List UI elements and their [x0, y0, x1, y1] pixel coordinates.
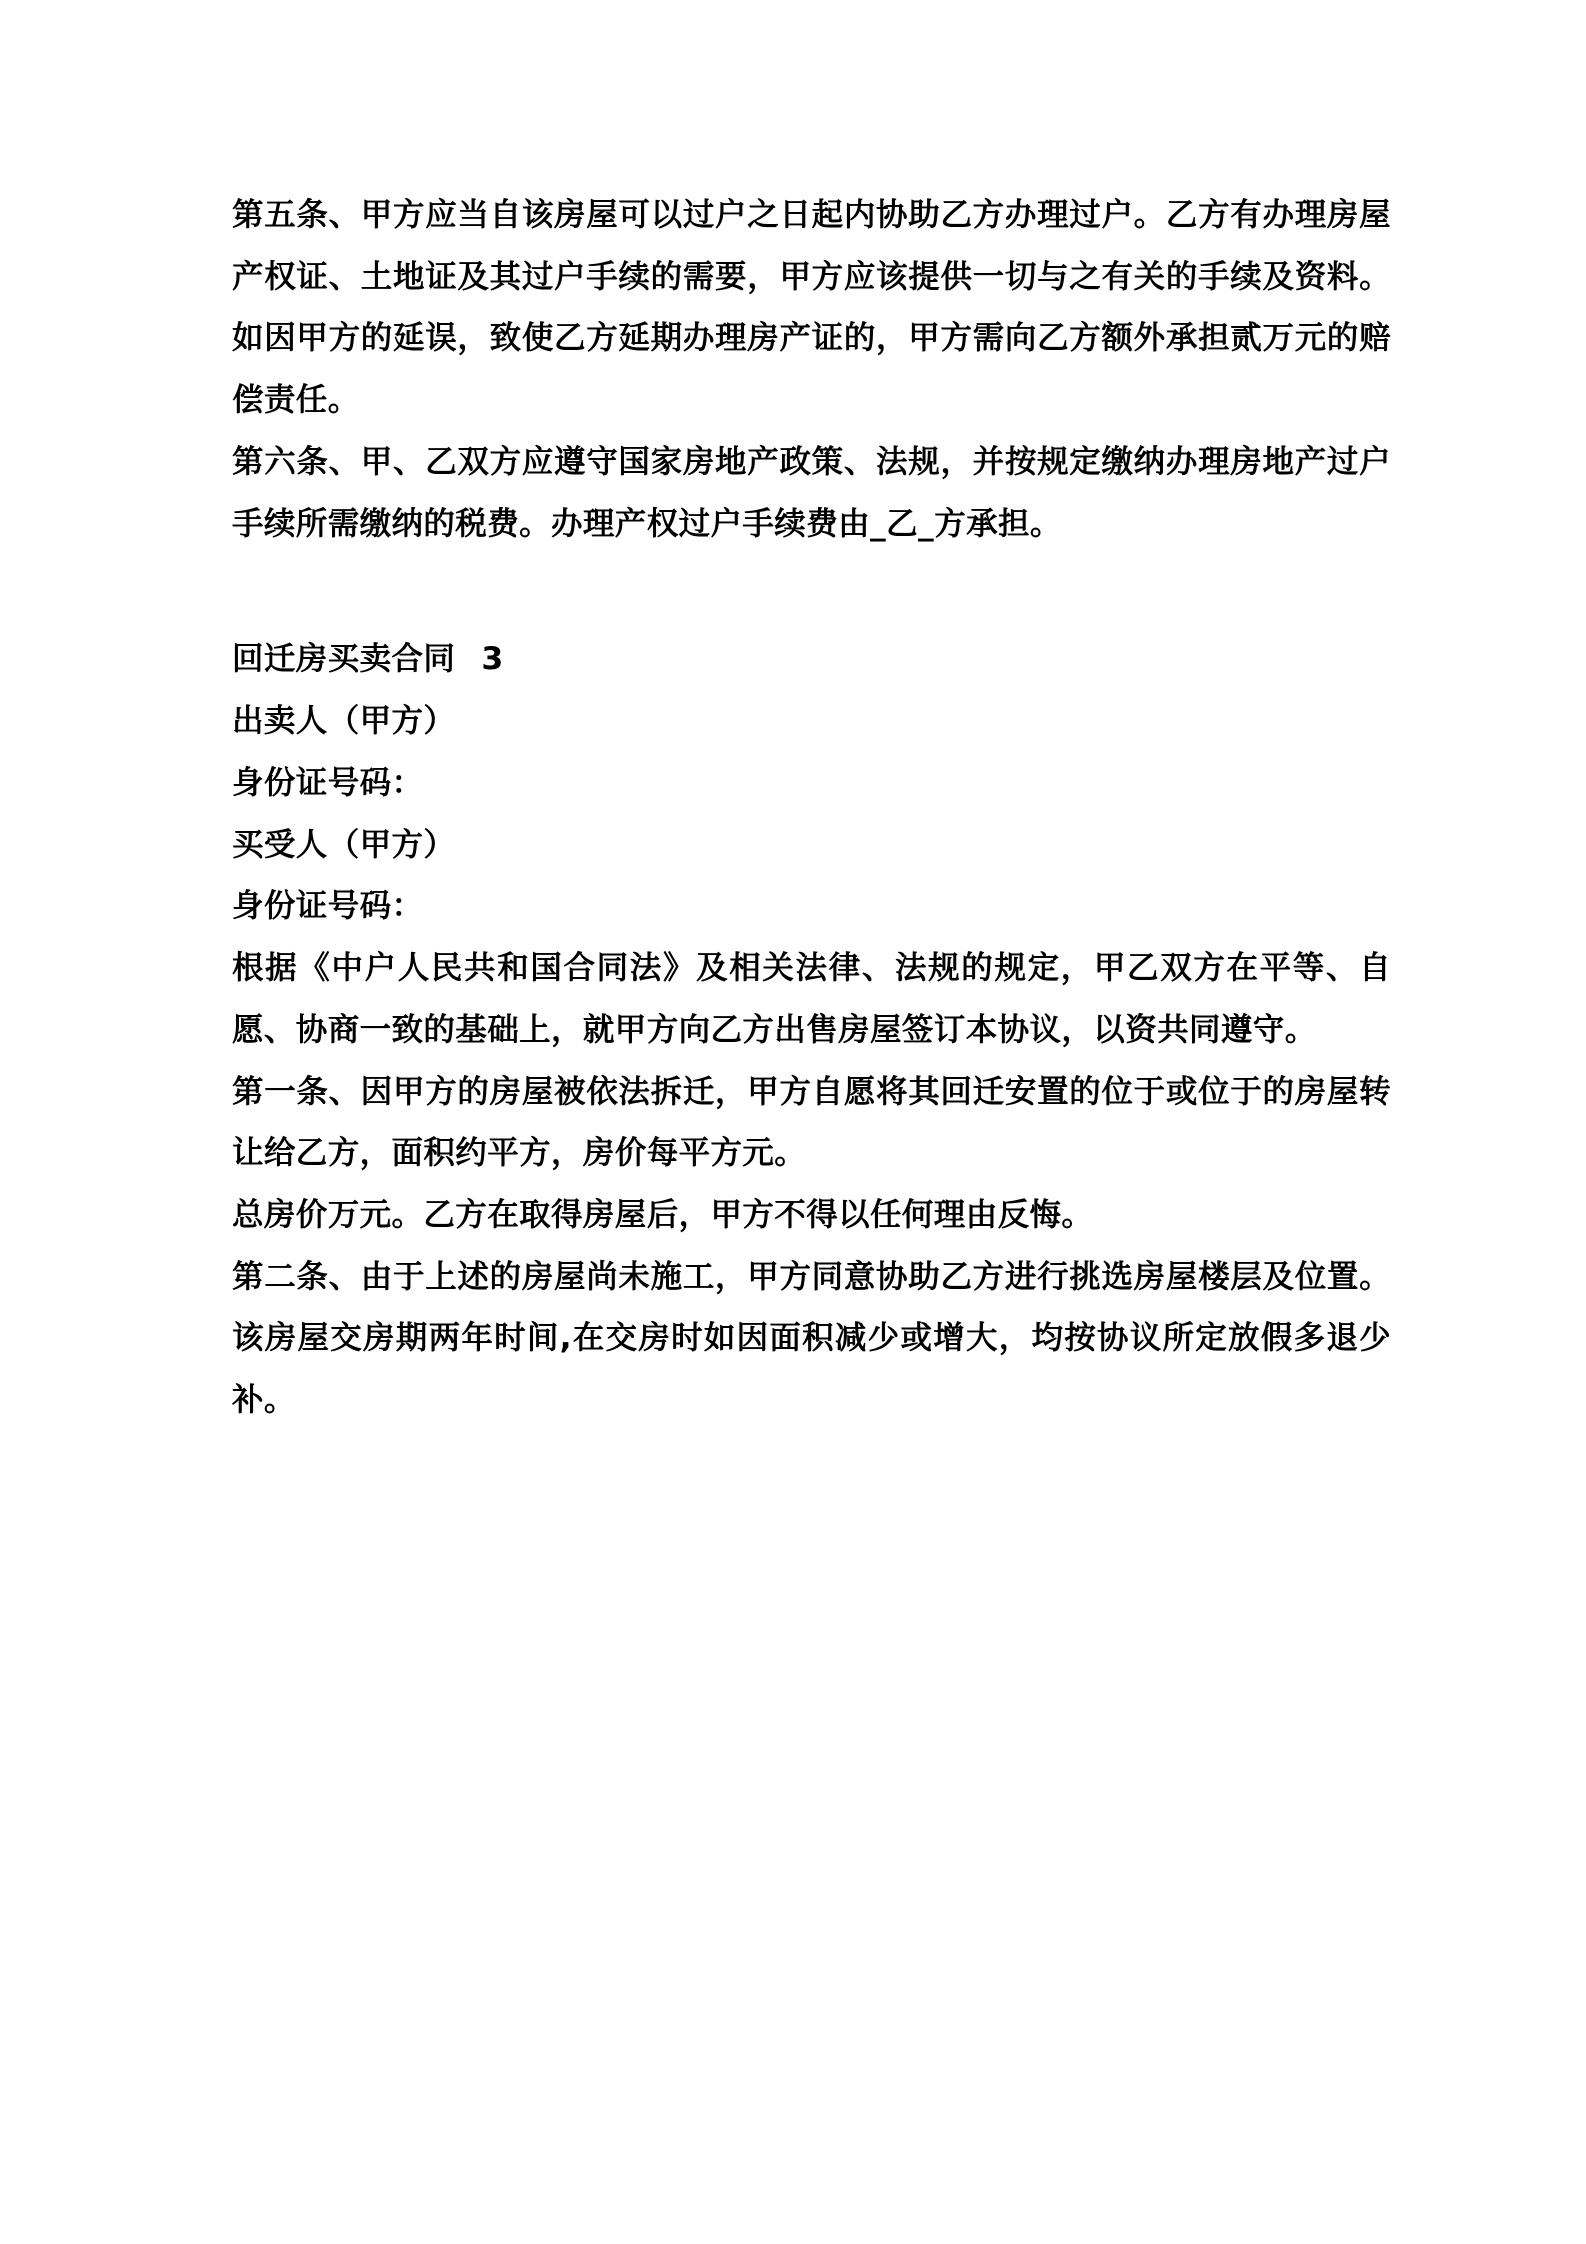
section-heading-title: 回迁房买卖合同: [232, 641, 456, 678]
section-heading-number: 3: [481, 641, 504, 678]
paragraph-seller-id: 身份证号码：: [232, 764, 424, 801]
paragraph-seller: 出卖人（甲方）: [232, 703, 456, 740]
paragraph-buyer-id: 身份证号码：: [232, 888, 424, 925]
document-body: [232, 185, 1391, 1432]
section-heading: [232, 629, 1391, 691]
section-spacer: [232, 555, 1391, 629]
paragraph-preamble: 根据《中户人民共和国合同法》及相关法律、法规的规定，甲乙双方在平等、自愿、协商一致的基础上，就甲方向乙方出售房屋签订本协议，以资共同遵守。: [232, 950, 1391, 1048]
paragraph-clause-one: 第一条、因甲方的房屋被依法拆迁，甲方自愿将其回迁安置的位于或位于的房屋转让给乙方，面积约平方，房价每平方元。: [232, 1073, 1391, 1172]
paragraph-clause-one-extra: 总房价万元。乙方在取得房屋后，甲方不得以任何理由反悔。: [232, 1197, 1094, 1234]
paragraph-clause-two: 第二条、由于上述的房屋尚未施工，甲方同意协助乙方进行挑选房屋楼层及位置。该房屋交房期两年时间,在交房时如因面积减少或增大，均按协议所定放假多退少补。: [232, 1258, 1391, 1419]
paragraph-clause-five: 第五条、甲方应当自该房屋可以过户之日起内协助乙方办理过户。乙方有办理房屋产权证、土地证及其过户手续的需要，甲方应该提供一切与之有关的手续及资料。如因甲方的延误，致使乙方延期办理房产证的，甲方需向乙方额外承担贰万元的赔偿责任。: [232, 197, 1391, 419]
paragraph-buyer: 买受人（甲方）: [232, 826, 456, 863]
paragraph-clause-six: 第六条、甲、乙双方应遵守国家房地产政策、法规，并按规定缴纳办理房地产过户手续所需缴纳的税费。办理产权过户手续费由_乙_方承担。: [232, 443, 1391, 542]
